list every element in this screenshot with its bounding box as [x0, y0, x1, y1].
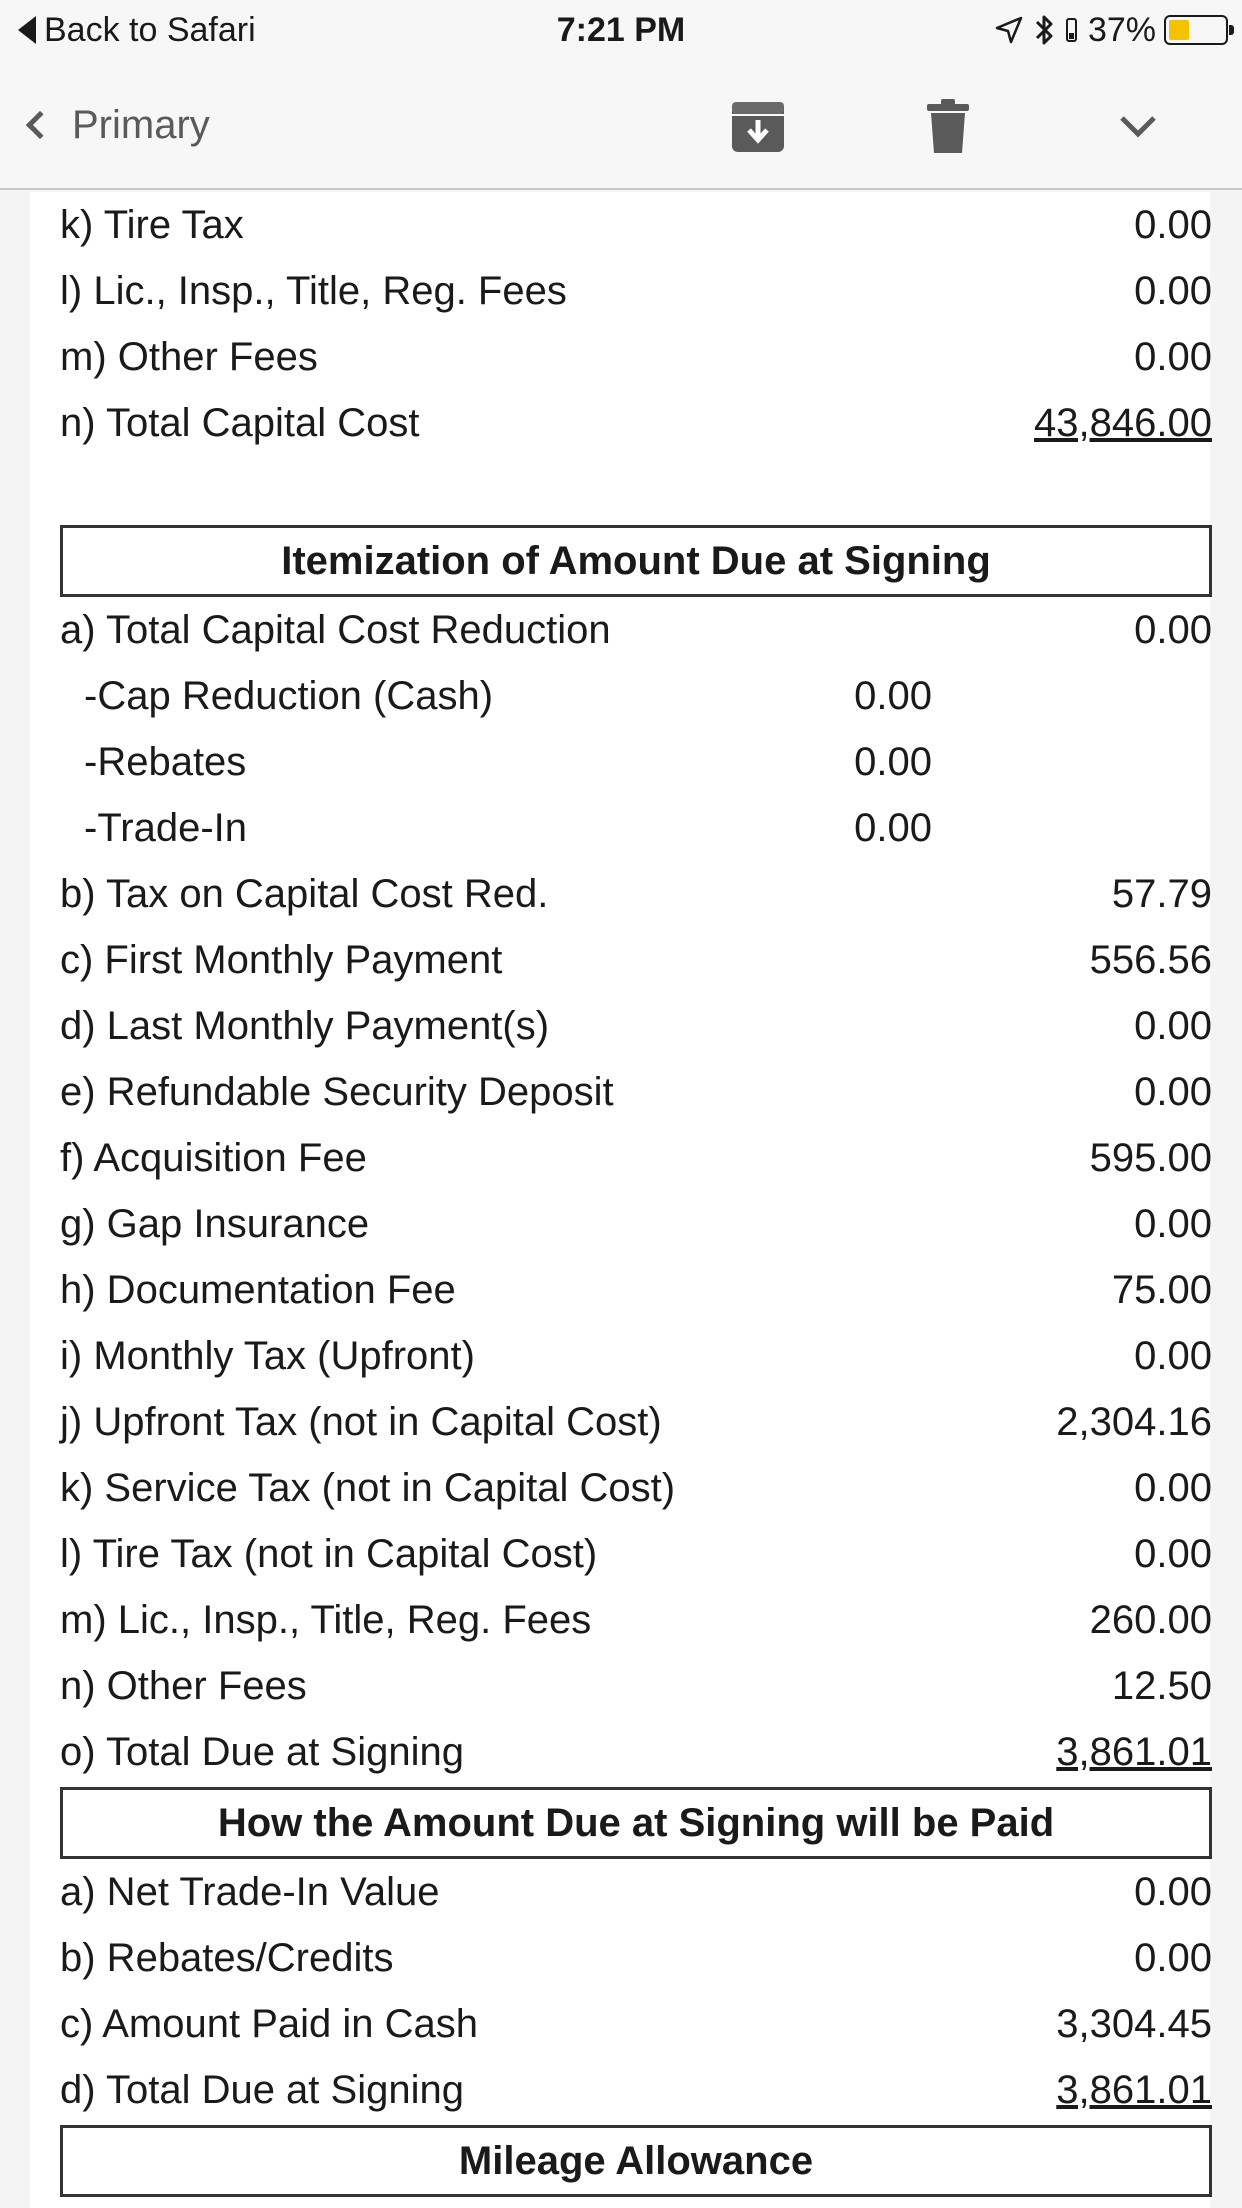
row-label: f) Acquisition Fee	[60, 1136, 367, 1180]
row-label: c) First Monthly Payment	[60, 938, 503, 982]
archive-icon[interactable]	[730, 98, 786, 154]
row-value: 0.00	[1134, 1334, 1212, 1378]
row-label: k) Service Tax (not in Capital Cost)	[60, 1466, 676, 1510]
itemization-row	[60, 993, 1212, 1059]
itemization-row	[60, 1455, 1212, 1521]
capital-cost-row-lic-fees	[60, 258, 1212, 324]
itemization-subrow	[60, 663, 1212, 729]
row-value: 0.00	[1134, 1466, 1212, 1510]
row-label: i) Monthly Tax (Upfront)	[60, 1334, 475, 1378]
status-indicators	[994, 10, 1228, 50]
row-value: 0.00	[1134, 269, 1212, 313]
row-label: l) Lic., Insp., Title, Reg. Fees	[60, 269, 567, 313]
row-label: a) Net Trade-In Value	[60, 1870, 440, 1914]
row-value: 0.00	[1134, 1070, 1212, 1114]
row-value: 3,861.01	[1056, 2068, 1212, 2112]
row-value: 2,304.16	[1056, 1400, 1212, 1444]
chevron-left-icon	[26, 111, 54, 139]
how-paid-row	[60, 1925, 1212, 1991]
row-value: 556.56	[1089, 938, 1212, 982]
row-label: -Rebates	[84, 740, 247, 784]
row-label: m) Other Fees	[60, 335, 318, 379]
row-value: 0.00	[1134, 1202, 1212, 1246]
row-label: d) Last Monthly Payment(s)	[60, 1004, 550, 1048]
row-label: d) Total Due at Signing	[60, 2068, 464, 2112]
itemization-row	[60, 927, 1212, 993]
row-label: n) Total Capital Cost	[60, 401, 420, 445]
nav-bar	[0, 60, 1242, 190]
row-value: 0.00	[1134, 335, 1212, 379]
row-label: b) Tax on Capital Cost Red.	[60, 872, 549, 916]
row-sub-value: 0.00	[854, 674, 932, 718]
row-value: 0.00	[1134, 203, 1212, 247]
row-label: k) Tire Tax	[60, 203, 244, 247]
trash-icon[interactable]	[926, 98, 970, 154]
how-paid-row	[60, 1859, 1212, 1925]
row-value: 57.79	[1111, 872, 1212, 916]
capital-cost-row-other-fees	[60, 324, 1212, 390]
itemization-row	[60, 1653, 1212, 1719]
itemization-header: Itemization of Amount Due at Signing	[60, 525, 1212, 597]
how-paid-row	[60, 1991, 1212, 2057]
itemization-row-total	[60, 1719, 1212, 1785]
row-value: 75.00	[1111, 1268, 1212, 1312]
row-label: l) Tire Tax (not in Capital Cost)	[60, 1532, 598, 1576]
itemization-row	[60, 1389, 1212, 1455]
row-label: -Cap Reduction (Cash)	[84, 674, 494, 718]
primary-back-button[interactable]	[22, 100, 210, 150]
how-paid-row-total	[60, 2057, 1212, 2123]
itemization-subrow	[60, 795, 1212, 861]
row-label: m) Lic., Insp., Title, Reg. Fees	[60, 1598, 592, 1642]
row-label: e) Refundable Security Deposit	[60, 1070, 614, 1114]
row-value: 0.00	[1134, 1870, 1212, 1914]
row-label: h) Documentation Fee	[60, 1268, 456, 1312]
row-label: b) Rebates/Credits	[60, 1936, 394, 1980]
row-label: -Trade-In	[84, 806, 248, 850]
status-bar	[0, 0, 1242, 60]
headphone-battery-icon	[1066, 15, 1078, 45]
itemization-row	[60, 1191, 1212, 1257]
how-paid-header: How the Amount Due at Signing will be Paid	[60, 1787, 1212, 1859]
row-label: j) Upfront Tax (not in Capital Cost)	[60, 1400, 662, 1444]
row-label: o) Total Due at Signing	[60, 1730, 464, 1774]
primary-back-label: Primary	[72, 102, 210, 147]
email-body	[30, 192, 1210, 2208]
row-sub-value: 0.00	[854, 806, 932, 850]
itemization-row	[60, 597, 1212, 663]
row-value: 260.00	[1089, 1598, 1212, 1642]
row-label: c) Amount Paid in Cash	[60, 2002, 478, 2046]
row-value: 0.00	[1134, 608, 1212, 652]
back-to-safari-label: Back to Safari	[44, 10, 256, 49]
itemization-row	[60, 1125, 1212, 1191]
itemization-row	[60, 861, 1212, 927]
battery-icon	[1164, 15, 1228, 45]
capital-cost-row-total	[60, 390, 1212, 456]
itemization-row	[60, 1257, 1212, 1323]
row-label: a) Total Capital Cost Reduction	[60, 608, 611, 652]
capital-cost-row-tire-tax	[60, 192, 1212, 258]
row-sub-value: 0.00	[854, 740, 932, 784]
itemization-row	[60, 1323, 1212, 1389]
row-label: n) Other Fees	[60, 1664, 307, 1708]
itemization-row	[60, 1587, 1212, 1653]
row-value: 0.00	[1134, 1936, 1212, 1980]
battery-fill	[1169, 20, 1189, 40]
itemization-row	[60, 1521, 1212, 1587]
row-value: 43,846.00	[1034, 401, 1212, 445]
row-value: 12.50	[1111, 1664, 1212, 1708]
row-value: 0.00	[1134, 1532, 1212, 1576]
row-value: 3,861.01	[1056, 1730, 1212, 1774]
row-label: g) Gap Insurance	[60, 1202, 370, 1246]
status-time: 7:21 PM	[556, 11, 686, 49]
itemization-subrow	[60, 729, 1212, 795]
itemization-row	[60, 1059, 1212, 1125]
location-arrow-icon	[994, 15, 1024, 45]
row-value: 3,304.45	[1056, 2002, 1212, 2046]
row-value: 595.00	[1089, 1136, 1212, 1180]
chevron-down-icon[interactable]	[1118, 114, 1158, 140]
mileage-allowance-header: Mileage Allowance	[60, 2125, 1212, 2197]
row-value: 0.00	[1134, 1004, 1212, 1048]
bluetooth-icon	[1034, 13, 1056, 47]
battery-percent: 37%	[1087, 10, 1156, 49]
